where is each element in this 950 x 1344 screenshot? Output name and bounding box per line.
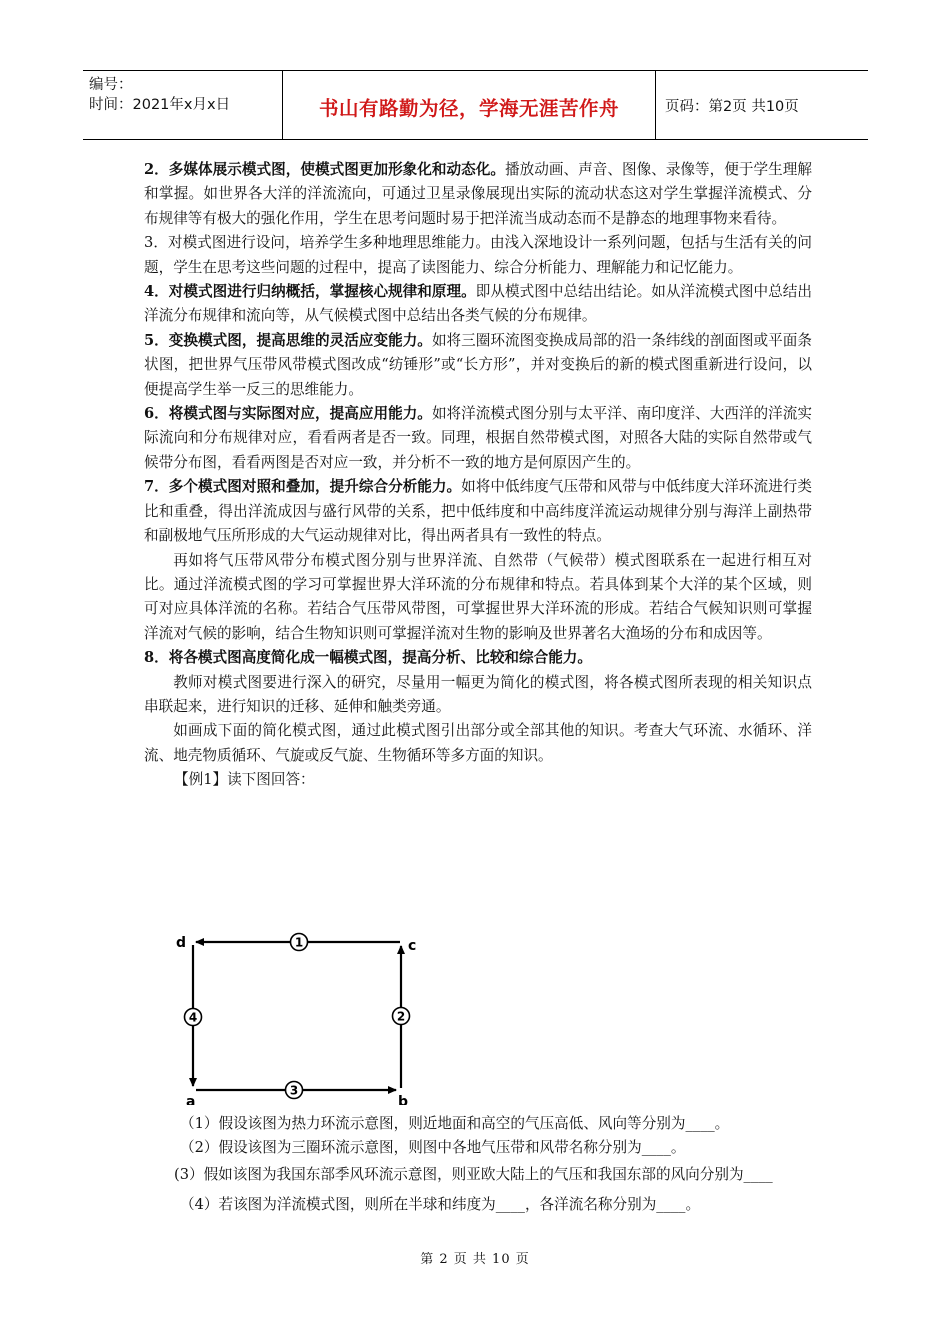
paragraph-8-heading: 8．将各模式图高度简化成一幅模式图，提高分析、比较和综合能力。 — [144, 649, 592, 667]
question-3: (3）假如该图为我国东部季风环流示意图，则亚欧大陆上的气压和我国东部的风向分别为____ — [174, 1165, 773, 1183]
paragraph-6 — [144, 402, 812, 475]
paragraph-7 — [144, 475, 812, 548]
paragraph-4-text: 即从模式图中总结出结论。如从洋流模式图中总结出洋流分布规律和流向等，从气候模式图中总结出各类气候的分布规律。 — [144, 283, 812, 325]
paragraph-7-text: 如将中低纬度气压带和风带与中低纬度大洋环流进行类比和重叠，得出洋流成因与盛行风带的关系，把中低纬度和中高纬度洋流运动规律分别与海洋上副热带和副极地气压所形成的大气运动规律对比，得出两者具有一致性的特点。 — [144, 478, 812, 545]
paragraph-5-text: 如将三圈环流图变换成局部的沿一条纬线的剖面图或平面条状图，把世界气压带风带模式图改成“纺锤形”或“长方形”，并对变换后的新的模式图重新进行设问，以便提高学生举一反三的思维能力。 — [144, 331, 812, 398]
arrow-label-1 — [291, 934, 308, 951]
example-intro: 【例1】读下图回答： — [174, 771, 315, 789]
corner-label-b: b — [398, 1094, 409, 1105]
question-2: （2）假设该图为三圈环流示意图，则图中各地气压带和风带名称分别为____。 — [180, 1139, 686, 1157]
paragraph-2-heading: 2．多媒体展示模式图，使模式图更加形象化和动态化。 — [144, 161, 506, 178]
paragraph-2 — [144, 158, 812, 231]
circulation-diagram — [170, 925, 420, 1105]
header-page-cell — [655, 71, 868, 139]
paragraph-6-heading: 6．将模式图与实际图对应，提高应用能力。 — [144, 405, 432, 423]
header-motto-cell — [282, 71, 656, 139]
corner-label-d: d — [176, 935, 187, 951]
svg-text:1: 1 — [294, 935, 304, 950]
paragraph-8 — [144, 646, 812, 670]
paragraph-8a: 教师对模式图要进行深入的研究，尽量用一幅更为简化的模式图，将各模式图所表现的相关知识点串联起来，进行知识的迁移、延伸和触类旁通。 — [144, 673, 812, 715]
paragraph-3-text: 3．对模式图进行设问，培养学生多种地理思维能力。由浅入深地设计一系列问题，包括与生活有关的问题，学生在思考这些问题的过程中，提高了读图能力、综合分析能力、理解能力和记忆能力。 — [144, 234, 812, 276]
paragraph-7-heading: 7．多个模式图对照和叠加，提升综合分析能力。 — [144, 478, 462, 496]
svg-text:3: 3 — [289, 1083, 299, 1098]
arrow-label-2 — [393, 1008, 410, 1025]
paragraph-2-text: 播放动画、声音、图像、录像等，便于学生理解和掌握。如世界各大洋的洋流流向，可通过卫星录像展现出实际的流动状态这对学生掌握洋流模式、分布规律等有极大的强化作用，学生在思考问题时易于把洋流当成动态而不是静态的地理事物来看待。 — [144, 161, 812, 227]
page-info: 页码：第2页 共10页 — [665, 99, 799, 115]
arrow-label-3 — [286, 1082, 303, 1099]
corner-label-a: a — [186, 1094, 196, 1105]
date-line: 时间：2021年x月x日 — [89, 97, 231, 113]
paragraph-4-heading: 4．对模式图进行归纳概括，掌握核心规律和原理。 — [144, 283, 476, 301]
motto-text: 书山有路勤为径，学海无涯苦作舟 — [318, 97, 619, 120]
paragraph-5 — [144, 329, 812, 402]
svg-text:4: 4 — [188, 1010, 198, 1025]
page-footer: 第 2 页 共 10 页 — [420, 1252, 530, 1267]
paragraph-6-text: 如将洋流模式图分别与太平洋、南印度洋、大西洋的洋流实际流向和分布规律对应，看看两者是否一致。同理，根据自然带模式图，对照各大陆的实际自然带或气候带分布图，看看两图是否对应一致，并分析不一致的地方是何原因产生的。 — [144, 405, 812, 471]
question-list — [144, 1108, 812, 1218]
corner-label-c: c — [408, 938, 417, 954]
serial-label: 编号： — [89, 77, 133, 93]
question-4: （4）若该图为洋流模式图，则所在半球和纬度为____，各洋流名称分别为____。 — [180, 1196, 701, 1214]
svg-text:2: 2 — [396, 1009, 406, 1024]
document-body — [144, 158, 812, 793]
paragraph-3 — [144, 231, 812, 280]
page-header — [83, 70, 868, 140]
paragraph-5-heading: 5．变换模式图，提高思维的灵活应变能力。 — [144, 331, 432, 349]
arrow-label-4 — [185, 1009, 202, 1026]
paragraph-7b: 再如将气压带风带分布模式图分别与世界洋流、自然带（气候带）模式图联系在一起进行相互对比。通过洋流模式图的学习可掌握世界大洋环流的分布规律和特点。若具体到某个大洋的某个区域，则可对应具体洋流的名称。若结合气压带风带图，可掌握世界大洋环流的形成。若结合气候知识则可掌握洋流对气候的影响，结合生物知识则可掌握洋流对生物的影响及世界著名大渔场的分布和成因等。 — [144, 551, 812, 642]
question-1: （1）假设该图为热力环流示意图，则近地面和高空的气压高低、风向等分别为____。 — [180, 1115, 730, 1132]
header-info-cell — [83, 71, 282, 139]
paragraph-4 — [144, 280, 812, 329]
paragraph-8b: 如画成下面的简化模式图，通过此模式图引出部分或全部其他的知识。考查大气环流、水循环、洋流、地壳物质循环、气旋或反气旋、生物循环等多方面的知识。 — [144, 722, 812, 764]
